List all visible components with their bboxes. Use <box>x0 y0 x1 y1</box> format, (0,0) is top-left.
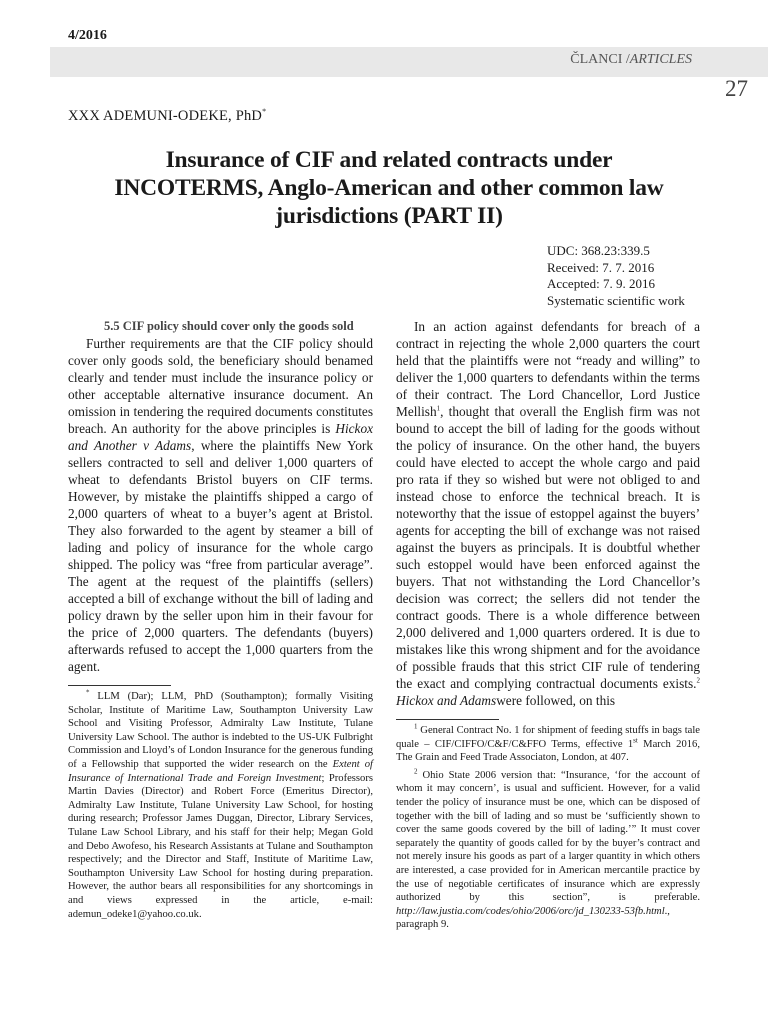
footnote-text: General Contract No. 1 for shipment of feeding stuffs in bags tale quale – CIF/CIFFO/C&F/C&FFO Terms, effective 1 <box>396 725 700 750</box>
footnote-2 <box>396 769 700 932</box>
footnote-1 <box>396 724 700 765</box>
work-type: Systematic scientific work <box>547 292 685 308</box>
footnote-text: ; Professors Martin Davies (Director) and Robert Force (Emeritus Director), Admiralty Law Institute, Tulane University Law School, for hosting during research; Professor James Duggan, Director, Library Services, Tulane Law School Library, and his staff for their help; Megan Gold and Debo Awofeso, his Research Assistants at Tulane and Southampton respectively; and the Director and Staff, Institute of Maritime Law, Southampton University Law School for hosting during preparation. However, the author bears all responsibilities for any shortcomings in and views expressed in the article, e-mail: ademun_odeke1@yahoo.co.uk. <box>68 772 373 920</box>
footnote-mark: 1 <box>414 722 418 731</box>
page-number: 27 <box>725 76 748 101</box>
ordinal-suffix: st <box>633 736 638 745</box>
section-subheading: 5.5 CIF policy should cover only the goods sold <box>104 319 354 333</box>
footnote-ref-1: 1 <box>436 404 441 413</box>
left-column <box>68 318 373 921</box>
article-metadata <box>547 243 685 309</box>
article-title: Insurance of CIF and related contracts under INCOTERMS, Anglo-American and other common law jurisdictions (PART II) <box>114 147 664 229</box>
paragraph-text: were followed, on this <box>496 693 616 708</box>
author-line <box>68 108 266 125</box>
footnote-text: March 2016, The Grain and Feed Trade Associaton, London, at 407. <box>396 738 700 764</box>
case-name: Hickox and Adams <box>396 693 497 708</box>
right-column <box>396 318 700 932</box>
footnote-italic-text: Extent of Insurance of International Trade and Foreign Investment <box>68 758 373 784</box>
paragraph-text: , where the plaintiffs New York sellers contracted to sell and deliver 1,000 quarters of wheat to defendants Bristol buyers on CIF terms. However, by mistake the plaintiffs shipped a cargo of 2,000 quarters of wheat to a buyer’s agent at Bristol. They also forwarded to the agent by steamer a bill of lading and policy of insurance for the whole cargo shipped. The policy was “free from particular average”. The agent at the request of the plaintiffs (sellers) accepted a bill of exchange without the bill of lading and policy drawn by the seller upon him in their favour for the price of 2,000 quarters. The defendants (buyers) afterwards refused to accept the 1,000 quarters from the agent. <box>68 438 373 674</box>
footnote-rule <box>396 719 499 720</box>
author-name: XXX ADEMUNI-ODEKE, PhD <box>68 108 263 124</box>
footnote-text: Ohio State 2006 version that: “Insurance, ‘for the account of whom it may concern’, is usual and sufficient. However, for a valid tender the policy of insurance must be one, which can be disposed of together with the bill of lading and so must be ‘sufficiently shown to cover the same goods covered by the bill of lading.’” It must cover separately the quantity of goods called for by the buyer’s contract and not merely insure his goods as part of a larger quantity in which others are interested, a case provided for in American mercantile practice by the use of negotiable certificates of insurance which are expressly authorized by this section”, is preferable. <box>396 769 700 904</box>
footnote-mark: 2 <box>414 767 418 776</box>
section-label-english: ARTICLES <box>629 52 692 67</box>
received-date: Received: 7. 7. 2016 <box>547 259 655 275</box>
author-footnote-mark: * <box>262 107 267 117</box>
case-name: Hickox and Another v Adams <box>68 421 373 453</box>
footnote-ref-2: 2 <box>696 676 700 685</box>
paragraph-text: , thought that overall the English firm was not bound to accept the bill of lading for the goods without the policy of insurance. On the other hand, the buyers could have elected to accept the whole cargo and paid pro rata if they so wished but were not obliged to and instead chose to enforce the technical breach. It is noteworthy that the issue of estoppel against the buyers’ agents for accepting the bill of exchange was not raised against the buyers as principals. It is doubtful whether such estoppel would have been enforced against the buyers. That not withstanding the Lord Chancellor’s decision was correct; the sellers did not tender the contract goods. There is a whole difference between 2,000 delivered and 1,000 quarters ordered. It is due to mistakes like this wrong shipment and for the avoidance of possible frauds that this strict CIF rule of tendering the exact and complying contractual documents exists. <box>396 404 700 691</box>
paragraph-text: In an action against defendants for breach of a contract in rejecting the whole 2,000 quarters the court held that the plaintiffs were not “ready and willing” to deliver the 1,000 quarters to defendants within the terms of their contract. The Lord Chancellor, Lord Justice Mellish <box>396 319 700 419</box>
issue-number: 4/2016 <box>68 28 107 43</box>
footnote-author <box>68 690 373 921</box>
udc-code: UDC: 368.23:339.5 <box>547 243 650 258</box>
footnote-text: ., paragraph 9. <box>396 905 670 931</box>
section-label-native: ČLANCI / <box>570 52 630 67</box>
footnote-mark: * <box>86 688 90 697</box>
accepted-date: Accepted: 7. 9. 2016 <box>547 276 655 291</box>
body-paragraph-left <box>68 335 373 675</box>
source-url[interactable]: http://law.justia.com/codes/ohio/2006/orc/jd_130233-53fb.html <box>396 905 665 917</box>
footnote-rule <box>68 685 171 686</box>
paragraph-text: Further requirements are that the CIF policy should cover only goods sold, the beneficiary should benamed clearly and tender must include the insurance policy or other acceptable alternative insurance document. An omission in tendering the required documents constitutes breach. An authority for the above principles is <box>68 336 373 436</box>
footnote-text: LLM (Dar); LLM, PhD (Southampton); formally Visiting Scholar, Institute of Maritime Law, Southampton University Law School and Visiting Professor, Admiralty Law Institute, Tulane University Law School. The author is indebted to the US-UK Fulbright Commission and Lloyd’s of London Insurance for the generous funding of a Fellowship that supported the wider research on the <box>68 691 373 770</box>
section-label <box>570 52 692 68</box>
body-paragraph-right <box>396 318 700 709</box>
